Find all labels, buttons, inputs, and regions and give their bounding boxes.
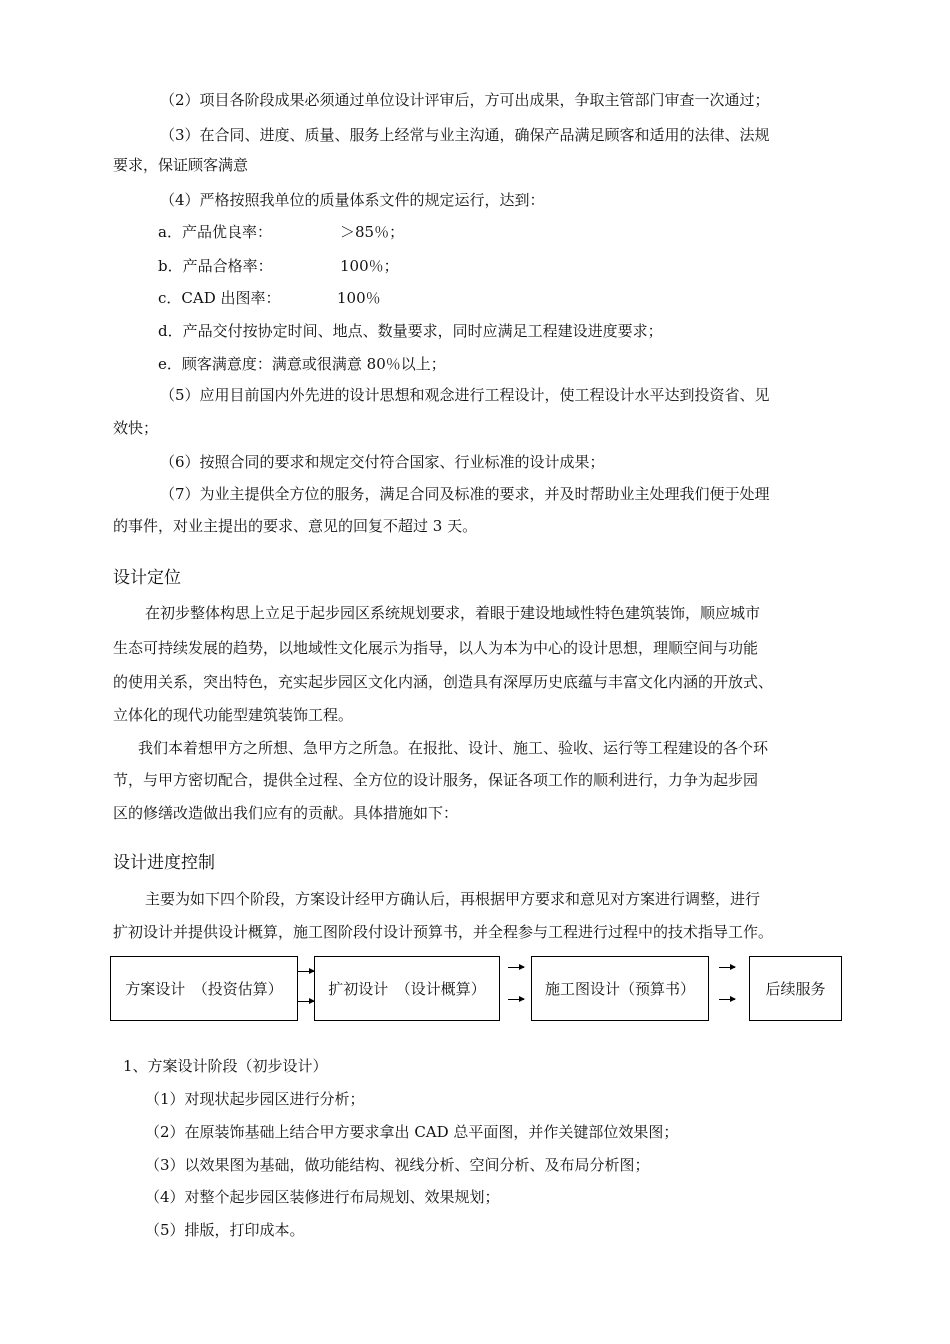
section-heading: 设计进度控制: [113, 853, 215, 873]
list-label: b．产品合格率：: [158, 257, 273, 275]
stage-title: 1、方案设计阶段（初步设计）: [123, 1057, 328, 1075]
flow-box-scheme-design: 方案设计 （投资估算）: [110, 956, 298, 1021]
list-item: （2）在原装饰基础上结合甲方要求拿出 CAD 总平面图，并作关键部位效果图；: [145, 1123, 679, 1141]
text-line: （3）在合同、进度、质量、服务上经常与业主沟通，确保产品满足顾客和适用的法律、法规: [160, 126, 770, 144]
arrow-right-icon: [719, 999, 735, 1000]
list-item: （4）对整个起步园区装修进行布局规划、效果规划；: [145, 1188, 500, 1206]
text-line: 效快；: [113, 419, 159, 437]
text-line: e．顾客满意度：满意或很满意 80％以上；: [158, 355, 446, 373]
list-item: （3）以效果图为基础，做功能结构、视线分析、空间分析、及布局分析图；: [145, 1156, 650, 1174]
text-line: （2）项目各阶段成果必须通过单位设计评审后，方可出成果，争取主管部门审查一次通过；: [160, 91, 770, 109]
arrow-right-icon: [508, 967, 524, 968]
flow-box-construction-drawing: 施工图设计（预算书）: [531, 956, 709, 1021]
arrow-right-icon: [508, 999, 524, 1000]
list-value: 100％；: [340, 257, 399, 275]
paragraph-line: 节，与甲方密切配合，提供全过程、全方位的设计服务，保证各项工作的顺利进行，力争为起步园: [113, 771, 759, 789]
text-line: d．产品交付按协定时间、地点、数量要求，同时应满足工程建设进度要求；: [158, 322, 663, 340]
paragraph-line: 区的修缮改造做出我们应有的贡献。具体措施如下：: [113, 804, 459, 822]
text-line: （5）应用目前国内外先进的设计思想和观念进行工程设计，使工程设计水平达到投资省、见: [160, 386, 770, 404]
arrow-right-icon: [298, 1001, 314, 1002]
flow-box-preliminary-design: 扩初设计 （设计概算）: [314, 956, 500, 1021]
text-line: （6）按照合同的要求和规定交付符合国家、行业标准的设计成果；: [160, 453, 605, 471]
paragraph-line: 在初步整体构思上立足于起步园区系统规划要求，着眼于建设地域性特色建筑装饰，顺应城市: [145, 604, 761, 622]
text-line: （7）为业主提供全方位的服务，满足合同及标准的要求，并及时帮助业主处理我们便于处理: [160, 485, 770, 503]
paragraph-line: 生态可持续发展的趋势，以地域性文化展示为指导，以人为本为中心的设计思想，理顺空间与功能: [113, 639, 759, 657]
arrow-right-icon: [298, 971, 314, 972]
paragraph-line: 我们本着想甲方之所想、急甲方之所急。在报批、设计、施工、验收、运行等工程建设的各个环: [138, 739, 769, 757]
text-line: 的事件，对业主提出的要求、意见的回复不超过 3 天。: [113, 517, 478, 535]
list-item: （1）对现状起步园区进行分析；: [145, 1090, 365, 1108]
flow-box-follow-up-service: 后续服务: [749, 956, 842, 1021]
text-line: （4）严格按照我单位的质量体系文件的规定运行，达到：: [160, 191, 545, 209]
paragraph-line: 的使用关系，突出特色，充实起步园区文化内涵，创造具有深厚历史底蕴与丰富文化内涵的开放式、: [113, 673, 774, 691]
list-value: ＞85％；: [340, 223, 405, 241]
list-value: 100％: [337, 289, 381, 307]
paragraph-line: 立体化的现代功能型建筑装饰工程。: [113, 706, 354, 724]
arrow-right-icon: [719, 967, 735, 968]
list-label: c．CAD 出图率：: [158, 289, 281, 307]
paragraph-line: 主要为如下四个阶段，方案设计经甲方确认后，再根据甲方要求和意见对方案进行调整，进行: [145, 890, 761, 908]
paragraph-line: 扩初设计并提供设计概算，施工图阶段付设计预算书，并全程参与工程进行过程中的技术指导工作。: [113, 923, 774, 941]
section-heading: 设计定位: [113, 568, 181, 588]
list-label: a．产品优良率：: [158, 223, 272, 241]
list-item: （5）排版，打印成本。: [145, 1221, 305, 1239]
text-line: 要求，保证顾客满意: [113, 156, 249, 174]
